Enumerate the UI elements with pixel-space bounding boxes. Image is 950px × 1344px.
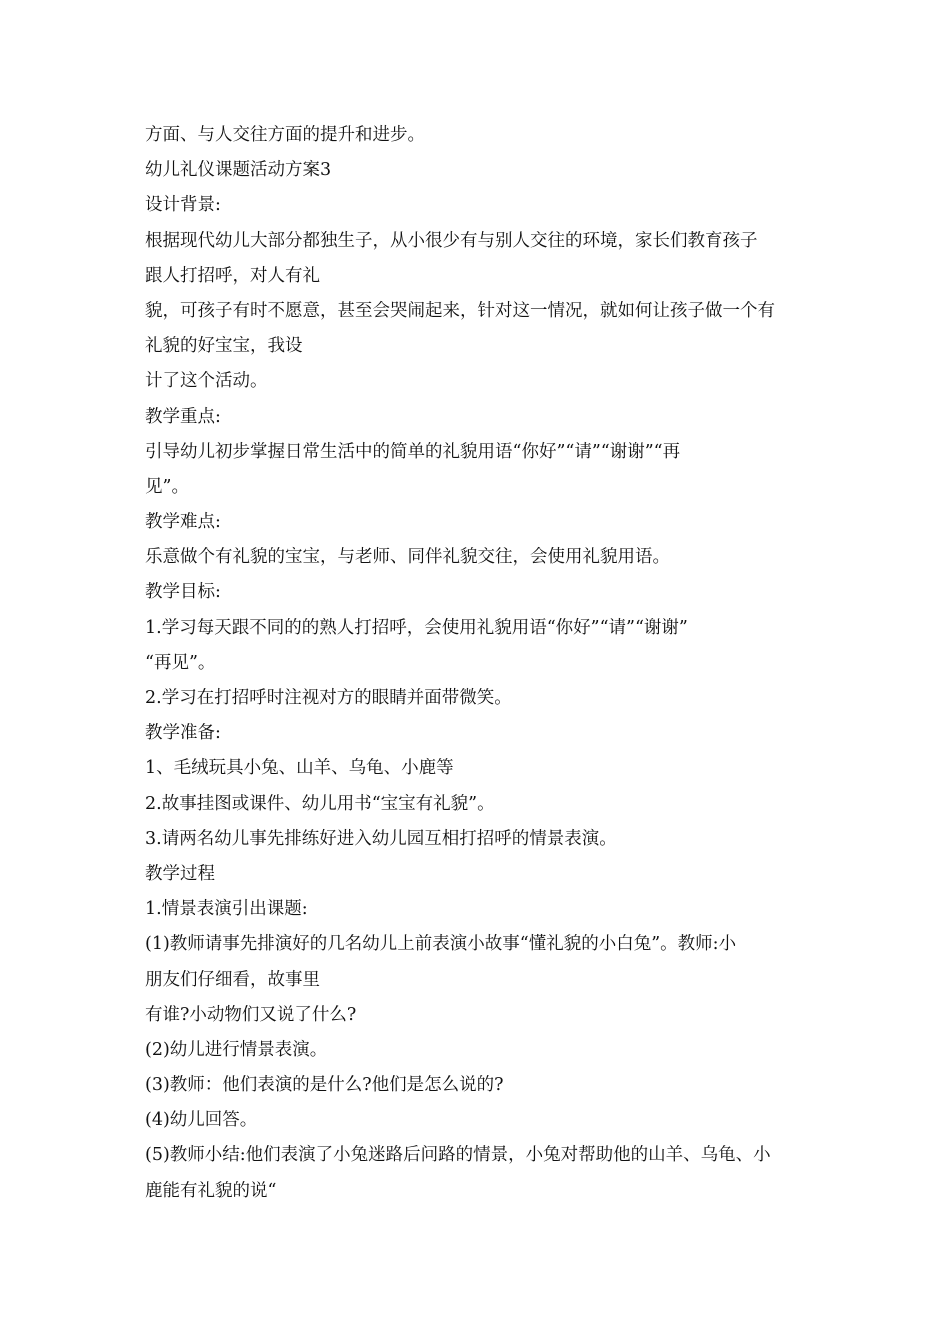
- text-line: 根据现代幼儿大部分都独生子，从小很少有与别人交往的环境，家长们教育孩子: [145, 230, 758, 251]
- text-line: (3)教师：他们表演的是什么?他们是怎么说的?: [145, 1075, 504, 1096]
- text-line: (2)幼儿进行情景表演。: [145, 1039, 328, 1060]
- text-line: 教学目标:: [145, 582, 221, 603]
- text-line: 2.故事挂图或课件、幼儿用书“宝宝有礼貌”。: [145, 793, 495, 814]
- text-line: 乐意做个有礼貌的宝宝，与老师、同伴礼貌交往，会使用礼貌用语。: [145, 547, 670, 568]
- text-line: 计了这个活动。: [145, 371, 268, 392]
- text-line: 幼儿礼仪课题活动方案3: [145, 160, 332, 181]
- text-line: 跟人打招呼，对人有礼: [145, 265, 320, 286]
- text-line: 1、毛绒玩具小兔、山羊、乌龟、小鹿等: [145, 758, 454, 779]
- document-body: [145, 118, 815, 1209]
- text-line: 教学准备:: [145, 723, 221, 744]
- text-line: 礼貌的好宝宝，我设: [145, 336, 303, 357]
- text-line: 教学难点:: [145, 512, 221, 533]
- text-line: 貌，可孩子有时不愿意，甚至会哭闹起来，针对这一情况，就如何让孩子做一个有: [145, 300, 775, 321]
- text-line: 1.情景表演引出课题:: [145, 899, 308, 920]
- text-line: (4)幼儿回答。: [145, 1110, 258, 1131]
- text-line: 有谁?小动物们又说了什么?: [145, 1004, 357, 1025]
- text-line: “再见”。: [145, 652, 216, 673]
- text-line: 方面、与人交往方面的提升和进步。: [145, 125, 425, 145]
- text-line: 鹿能有礼貌的说“: [145, 1180, 277, 1201]
- text-line: 教学过程: [145, 863, 215, 884]
- text-line: 见”。: [145, 476, 189, 497]
- text-line: 2.学习在打招呼时注视对方的眼睛并面带微笑。: [145, 688, 512, 708]
- text-line: (5)教师小结:他们表演了小兔迷路后问路的情景，小兔对帮助他的山羊、乌龟、小: [145, 1145, 771, 1166]
- text-line: 教学重点:: [145, 406, 221, 427]
- text-line: 引导幼儿初步掌握日常生活中的简单的礼貌用语“你好”“请”“谢谢”“再: [145, 441, 681, 462]
- text-line: 1.学习每天跟不同的的熟人打招呼，会使用礼貌用语“你好”“请”“谢谢”: [145, 617, 688, 638]
- text-line: (1)教师请事先排演好的几名幼儿上前表演小故事“懂礼貌的小白兔”。教师:小: [145, 934, 737, 955]
- text-line: 3.请两名幼儿事先排练好进入幼儿园互相打招呼的情景表演。: [145, 828, 617, 849]
- text-line: 设计背景:: [145, 195, 221, 216]
- text-line: 朋友们仔细看，故事里: [145, 969, 320, 990]
